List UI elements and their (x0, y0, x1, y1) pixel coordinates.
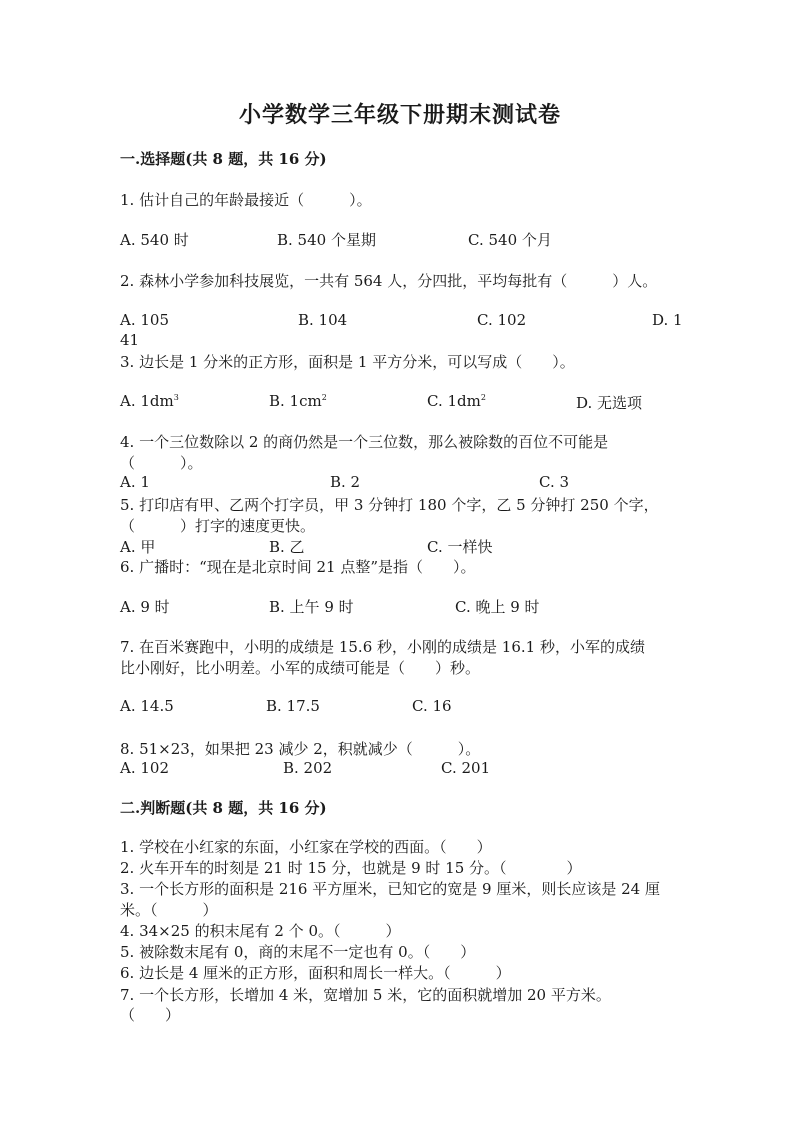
q4-option-a: A. 1 (120, 473, 150, 491)
q8-option-b: B. 202 (283, 759, 333, 777)
judgment-1: 1. 学校在小红家的东面，小红家在学校的西面。（ ） (120, 838, 492, 856)
judgment-3-line2: 米。（ ） (120, 901, 218, 919)
q7-option-c: C. 16 (412, 697, 452, 715)
judgment-7-line2: （ ） (120, 1006, 181, 1024)
judgment-6: 6. 边长是 4 厘米的正方形，面积和周长一样大。（ ） (120, 964, 511, 982)
q1-option-c: C. 540 个月 (468, 231, 552, 249)
q4-option-c: C. 3 (539, 473, 570, 491)
q6-option-b: B. 上午 9 时 (269, 598, 354, 616)
question-5-line2: （ ）打字的速度更快。 (120, 517, 316, 535)
q2-option-b: B. 104 (298, 311, 348, 329)
question-7-line2: 比小刚好，比小明差。小军的成绩可能是（ ）秒。 (120, 659, 481, 677)
question-6: 6. 广播时：“现在是北京时间 21 点整”是指（ ）。 (120, 558, 476, 576)
q4-option-b: B. 2 (330, 473, 361, 491)
section-heading-choice: 一.选择题(共 8 题，共 16 分) (120, 150, 327, 168)
page-title: 小学数学三年级下册期末测试卷 (238, 102, 561, 128)
judgment-5: 5. 被除数末尾有 0，商的末尾不一定也有 0。（ ） (120, 943, 476, 961)
q5-option-a: A. 甲 (120, 538, 156, 556)
question-4: 4. 一个三位数除以 2 的商仍然是一个三位数，那么被除数的百位不可能是 (120, 433, 609, 451)
question-5: 5. 打印店有甲、乙两个打字员，甲 3 分钟打 180 个字，乙 5 分钟打 250 个字， (120, 496, 659, 514)
q8-option-a: A. 102 (120, 759, 169, 777)
q3-option-c: C. $1dm^2$ (427, 392, 486, 410)
q3-option-b: B. $1cm^2$ (269, 392, 327, 410)
question-3: 3. 边长是 1 分米的正方形，面积是 1 平方分米，可以写成（ ）。 (120, 353, 575, 371)
q2-option-d: D. 1 (652, 311, 683, 329)
question-8: 8. 51×23，如果把 23 减少 2，积就减少（ ）。 (120, 740, 481, 758)
q3-option-a: A. $1dm^3$ (120, 392, 179, 410)
question-1: 1. 估计自己的年龄最接近（ ）。 (120, 191, 372, 209)
judgment-2: 2. 火车开车的时刻是 21 时 15 分，也就是 9 时 15 分。（ ） (120, 859, 582, 877)
q1-option-a: A. 540 时 (120, 231, 189, 249)
question-7: 7. 在百米赛跑中，小明的成绩是 15.6 秒，小刚的成绩是 16.1 秒，小军的成绩 (120, 638, 645, 656)
q2-option-a: A. 105 (120, 311, 169, 329)
q7-option-a: A. 14.5 (120, 697, 174, 715)
question-4-line2: （ ）。 (120, 454, 203, 472)
section-heading-judgment: 二.判断题(共 8 题，共 16 分) (120, 799, 327, 817)
q2-option-d-wrap: 41 (120, 331, 140, 349)
q3-option-d: D. 无选项 (576, 394, 643, 412)
question-2: 2. 森林小学参加科技展览，一共有 564 人，分四批，平均每批有（ ）人。 (120, 272, 658, 290)
judgment-7: 7. 一个长方形，长增加 4 米，宽增加 5 米，它的面积就增加 20 平方米。 (120, 986, 611, 1004)
q6-option-c: C. 晚上 9 时 (455, 598, 540, 616)
judgment-4: 4. 34×25 的积末尾有 2 个 0。（ ） (120, 922, 401, 940)
judgment-3: 3. 一个长方形的面积是 216 平方厘米，已知它的宽是 9 厘米，则长应该是 24 厘 (120, 880, 660, 898)
q8-option-c: C. 201 (441, 759, 491, 777)
q2-option-c: C. 102 (477, 311, 527, 329)
q1-option-b: B. 540 个星期 (277, 231, 376, 249)
q5-option-c: C. 一样快 (427, 538, 493, 556)
q7-option-b: B. 17.5 (266, 697, 320, 715)
q6-option-a: A. 9 时 (120, 598, 170, 616)
q5-option-b: B. 乙 (269, 538, 305, 556)
